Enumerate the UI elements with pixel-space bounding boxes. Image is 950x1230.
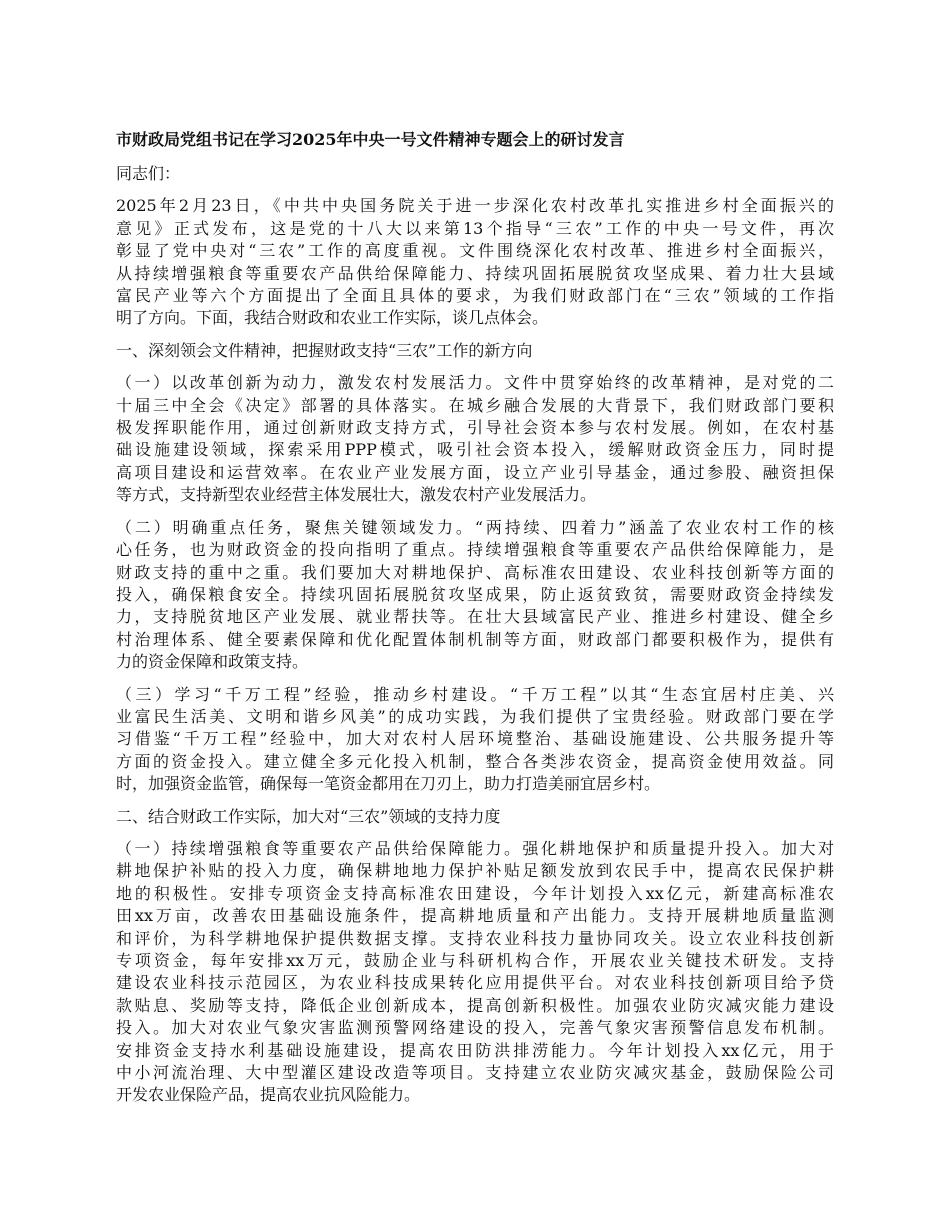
text-line: 心任务，也为财政资金的投向指明了重点。持续增强粮食等重要农产品供给保障能力，是 <box>116 540 834 560</box>
text-line: （一）持续增强粮食等重要农产品供给保障能力。强化耕地保护和质量提升投入。加大对 <box>116 838 834 858</box>
text-line: 业富民生活美、文明和谐乡风美”的成功实践，为我们提供了宝贵经验。财政部门要在学 <box>116 706 834 726</box>
text-line: 2025年2月23日，《中共中央国务院关于进一步深化农村改革扎实推进乡村全面振兴的 <box>116 196 834 216</box>
paragraph <box>116 195 834 329</box>
text-line: 等方式，支持新型农业经营主体发展壮大，激发农村产业发展活力。 <box>116 485 597 505</box>
text-line: 款贴息、奖励等支持，降低企业创新成本，提高创新积极性。加强农业防灾减灾能力建设 <box>116 995 834 1015</box>
paragraph <box>116 838 834 1107</box>
text-line: 开发农业保险产品，提高农业抗风险能力。 <box>116 1085 421 1105</box>
text-line: 村治理体系、健全要素保障和优化配置体制机制等方面，财政部门都要积极作为，提供有 <box>116 629 834 649</box>
text-line: 二、结合财政工作实际，加大对“三农”领域的支持力度 <box>116 806 501 826</box>
text-line: 础设施建设领域，探索采用PPP模式，吸引社会资本投入，缓解财政资金压力，同时提 <box>116 440 834 460</box>
text-line: 投入。加大对农业气象灾害监测预警网络建设的投入，完善气象灾害预警信息发布机制。 <box>116 1018 834 1038</box>
text-line: 和评价，为科学耕地保护提供数据支撑。支持农业科技力量协同攻关。设立农业科技创新 <box>116 928 834 948</box>
text-line: 安排资金支持水利基础设施建设，提高农田防洪排涝能力。今年计划投入xx亿元，用于 <box>116 1040 834 1060</box>
document-body <box>116 129 834 1117</box>
paragraph <box>116 517 834 674</box>
paragraph <box>116 684 834 796</box>
salutation <box>116 163 834 185</box>
text-line: 方面的资金投入。建立健全多元化投入机制，整合各类涉农资金，提高资金使用效益。同 <box>116 751 834 771</box>
text-line: 耕地保护补贴的投入力度，确保耕地地力保护补贴足额发放到农民手中，提高农民保护耕 <box>116 861 834 881</box>
paragraph <box>116 340 834 362</box>
text-line: （一）以改革创新为动力，激发农村发展活力。文件中贯穿始终的改革精神，是对党的二 <box>116 373 834 393</box>
paragraph <box>116 372 834 506</box>
document-title: 市财政局党组书记在学习2025年中央一号文件精神专题会上的研讨发言 <box>116 130 625 149</box>
text-line: 一、深刻领会文件精神，把握财政支持“三农”工作的新方向 <box>116 340 533 360</box>
text-line: （三）学习“千万工程”经验，推动乡村建设。“千万工程”以其“生态宜居村庄美、兴 <box>116 684 834 704</box>
text-line: 力的资金保障和政策支持。 <box>116 652 309 672</box>
text-line: 明了方向。下面，我结合财政和农业工作实际，谈几点体会。 <box>116 308 549 328</box>
text-line: （二）明确重点任务，聚焦关键领域发力。“两持续、四着力”涵盖了农业农村工作的核 <box>116 517 834 537</box>
text-line: 十届三中全会《决定》部署的具体落实。在城乡融合发展的大背景下，我们财政部门要积 <box>116 395 834 415</box>
text-line: 彰显了党中央对“三农”工作的高度重视。文件围绕深化农村改革、推进乡村全面振兴， <box>116 241 834 261</box>
text-line: 习借鉴“千万工程”经验中，加大对农村人居环境整治、基础设施建设、公共服务提升等 <box>116 729 834 749</box>
text-line: 力，支持脱贫地区产业发展、就业帮扶等。在壮大县域富民产业、推进乡村建设、健全乡 <box>116 607 834 627</box>
text-line: 田xx万亩，改善农田基础设施条件，提高耕地质量和产出能力。支持开展耕地质量监测 <box>116 906 834 926</box>
text-line: 专项资金，每年安排xx万元，鼓励企业与科研机构合作，开展农业关键技术研发。支持 <box>116 951 834 970</box>
text-line: 投入，确保粮食安全。持续巩固拓展脱贫攻坚成果，防止返贫致贫，需要财政资金持续发 <box>116 584 834 604</box>
text-line: 时，加强资金监管，确保每一笔资金都用在刀刃上，助力打造美丽宜居乡村。 <box>116 774 661 794</box>
text-line: 富民产业等六个方面提出了全面且具体的要求，为我们财政部门在“三农”领域的工作指 <box>116 286 834 306</box>
text-line: 意见》正式发布，这是党的十八大以来第13个指导“三农”工作的中央一号文件，再次 <box>116 218 834 238</box>
text-line: 从持续增强粮食等重要农产品供给保障能力、持续巩固拓展脱贫攻坚成果、着力壮大县域 <box>116 263 834 283</box>
text-line: 高项目建设和运营效率。在农业产业发展方面，设立产业引导基金，通过参股、融资担保 <box>116 462 834 482</box>
text-line: 财政支持的重中之重。我们要加大对耕地保护、高标准农田建设、农业科技创新等方面的 <box>116 562 834 582</box>
text-line: 同志们： <box>116 164 181 183</box>
text-line: 中小河流治理、大中型灌区建设改造等项目。支持建立农业防灾减灾基金，鼓励保险公司 <box>116 1063 834 1083</box>
text-line: 建设农业科技示范园区，为农业科技成果转化应用提供平台。对农业科技创新项目给予贷 <box>116 973 834 993</box>
text-line: 地的积极性。安排专项资金支持高标准农田建设，今年计划投入xx亿元，新建高标准农 <box>116 883 834 903</box>
paragraph <box>116 806 834 828</box>
text-line: 极发挥职能作用，通过创新财政支持方式，引导社会资本参与农村发展。例如，在农村基 <box>116 418 834 438</box>
